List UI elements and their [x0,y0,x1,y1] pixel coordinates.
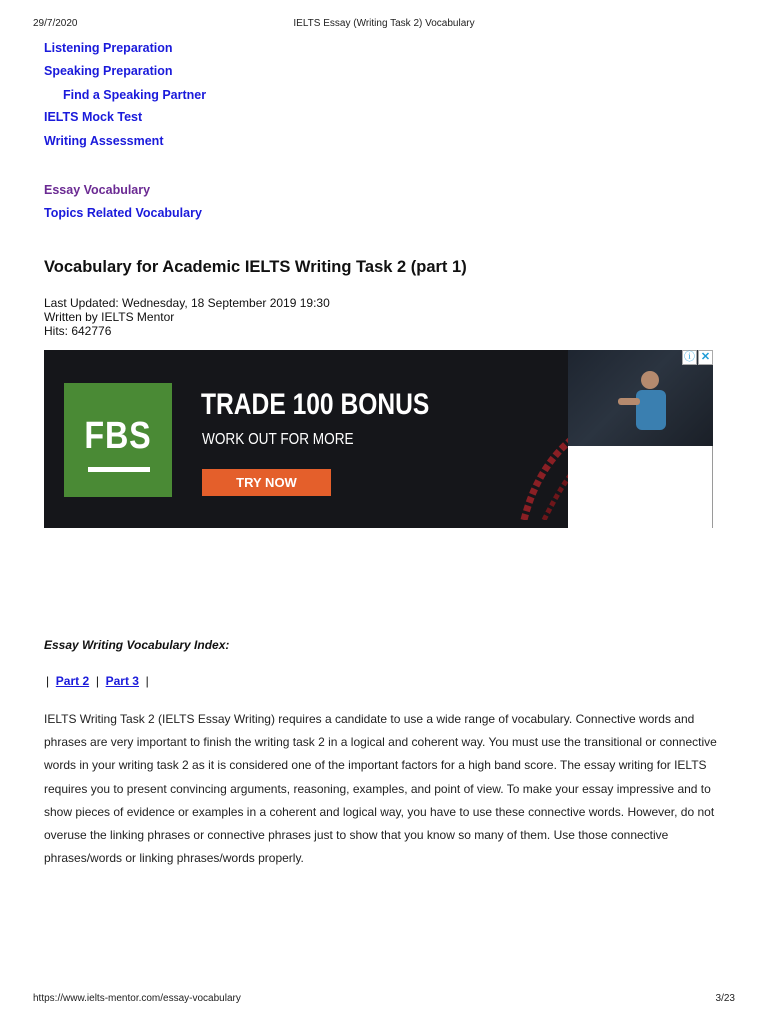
last-updated: Last Updated: Wednesday, 18 September 2019 19:30 [44,296,330,310]
print-page-title: IELTS Essay (Writing Task 2) Vocabulary [293,18,475,29]
part-links: | Part 2 | Part 3 | [46,674,149,688]
nav-link-mock-test[interactable]: IELTS Mock Test [44,110,143,124]
ad-headline: TRADE 100 BONUS [201,388,430,421]
nav-link-speaking[interactable]: Speaking Preparation [44,64,173,78]
part-3-link[interactable]: Part 3 [105,674,139,688]
nav-link-listening[interactable]: Listening Preparation [44,41,173,55]
article-title: Vocabulary for Academic IELTS Writing Task 2 (part 1) [44,258,467,276]
hits-count: Hits: 642776 [44,324,112,338]
nav-link-speaking-partner[interactable]: Find a Speaking Partner [63,88,207,102]
close-icon[interactable]: ✕ [698,350,713,365]
article-meta [44,296,330,338]
ad-controls [682,350,713,366]
ad-banner[interactable] [44,350,713,528]
print-url: https://www.ielts-mentor.com/essay-vocabulary [33,993,241,1004]
part-2-link[interactable]: Part 2 [55,674,90,688]
ad-try-now-button[interactable]: TRY NOW [202,469,331,496]
print-page-number: 3/23 [715,993,735,1004]
author: Written by IELTS Mentor [44,310,175,324]
index-title: Essay Writing Vocabulary Index: [44,638,230,652]
nav-link-writing-assessment[interactable]: Writing Assessment [44,134,164,148]
info-icon[interactable]: ⓘ [684,351,695,363]
fbs-logo: FBS [64,383,172,497]
nav-link-topics-vocabulary[interactable]: Topics Related Vocabulary [44,206,202,220]
nav-link-essay-vocabulary[interactable]: Essay Vocabulary [44,183,151,197]
intro-paragraph: IELTS Writing Task 2 (IELTS Essay Writing) requires a candidate to use a wide range of vocabulary. Connective words and phrases are very important to finish the writing task 2 in a logical and coherent way. You must use the transitional or connective words in your writing task 2 as it is considered one of the important factors for a high band score. The essay writing for IELTS requires you to present convincing arguments, reasoning, examples, and point of view. To make your essay impressive and to show pieces of evidence or examples in a coherent and logical way, you have to use these connective words. However, do not overuse the linking phrases or connective phrases just to show that you know so many of them. Use those connective phrases/words or linking phrases/words properly. [44,712,717,866]
ad-image[interactable] [44,350,568,528]
print-date: 29/7/2020 [33,18,78,29]
ad-subline: WORK OUT FOR MORE [202,431,354,448]
